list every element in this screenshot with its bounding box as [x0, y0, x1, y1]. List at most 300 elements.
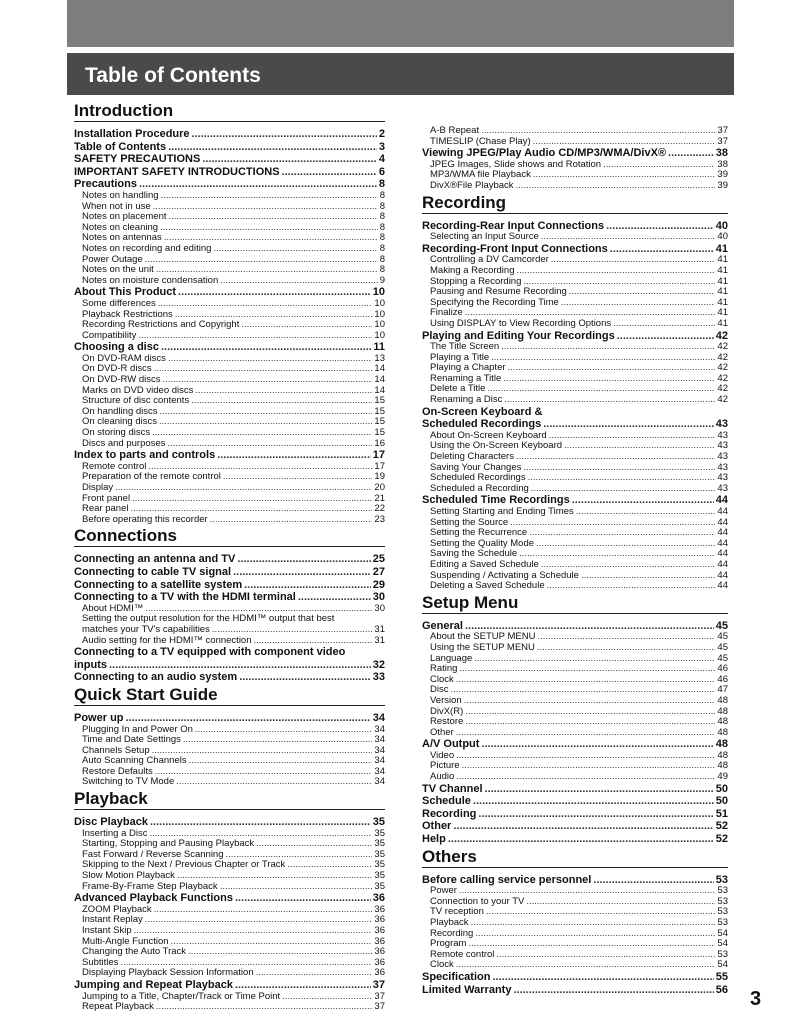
toc-entry-sub[interactable]	[422, 761, 728, 772]
toc-entry-component-video[interactable]: Connecting to a TV equipped with component video inputs ..... 32	[74, 646, 385, 671]
right-column	[422, 126, 728, 996]
toc-entry-sub[interactable]	[74, 407, 385, 418]
toc-entry-sub[interactable]	[422, 277, 728, 288]
toc-entry-sub[interactable]	[422, 308, 728, 319]
toc-entry-label: Playing a Chapter	[430, 363, 506, 374]
toc-entry-sub[interactable]	[422, 654, 728, 665]
toc-entry-sub[interactable]	[74, 191, 385, 202]
toc-entry-label: Power	[430, 886, 457, 897]
leader-dots	[593, 874, 713, 887]
toc-entry-main[interactable]	[74, 341, 385, 354]
toc-entry-sub[interactable]	[74, 483, 385, 494]
leader-dots	[492, 971, 713, 984]
toc-entry-label: On handling discs	[82, 406, 158, 417]
toc-entry-sub[interactable]	[74, 223, 385, 234]
toc-entry-page: 50	[715, 795, 728, 808]
toc-entry-main[interactable]	[74, 816, 385, 829]
toc-entry-sub[interactable]	[422, 907, 728, 918]
leader-dots	[150, 816, 371, 829]
toc-entry-sub[interactable]	[422, 528, 728, 539]
toc-entry-sub[interactable]	[74, 725, 385, 736]
toc-entry-label: Restore	[430, 717, 464, 728]
toc-entry-sub[interactable]	[422, 441, 728, 452]
toc-entry-sub[interactable]	[422, 484, 728, 495]
leader-dots	[175, 310, 373, 321]
leader-dots	[176, 777, 372, 788]
leader-dots	[508, 363, 716, 374]
leader-dots	[668, 147, 714, 160]
toc-entry-sub[interactable]	[74, 276, 385, 287]
toc-entry-main[interactable]	[422, 971, 728, 984]
toc-entry-label: Renaming a Disc	[430, 395, 503, 406]
toc-entry-sub[interactable]	[74, 472, 385, 483]
toc-entry-page: 8	[379, 233, 385, 244]
toc-entry-label: Fast Forward / Reverse Scanning	[82, 849, 224, 860]
toc-entry-sub[interactable]	[74, 1002, 385, 1013]
toc-entry-sub[interactable]	[422, 939, 728, 950]
toc-entry-page: 41	[717, 308, 728, 319]
toc-entry-page: 38	[715, 147, 728, 160]
toc-entry-label: Notes on cleaning	[82, 222, 159, 233]
toc-entry-page: 42	[717, 352, 728, 363]
leader-dots	[473, 795, 714, 808]
connections-list	[74, 553, 385, 614]
toc-entry-sub[interactable]	[422, 549, 728, 560]
toc-entry-sub[interactable]	[422, 560, 728, 571]
toc-entry-page: 27	[372, 565, 385, 578]
toc-entry-label: Picture	[430, 761, 460, 772]
toc-entry-page: 14	[374, 375, 385, 386]
toc-entry-sub[interactable]	[74, 915, 385, 926]
toc-entry-page: 53	[717, 896, 728, 907]
toc-entry-sub[interactable]	[422, 384, 728, 395]
toc-entry-page: 50	[715, 782, 728, 795]
toc-entry-sub[interactable]	[422, 319, 728, 330]
toc-entry-sub[interactable]	[74, 299, 385, 310]
toc-entry-sub[interactable]	[74, 756, 385, 767]
toc-entry-sub[interactable]	[74, 428, 385, 439]
toc-entry-main[interactable]	[74, 128, 385, 141]
toc-entry-sub[interactable]	[74, 992, 385, 1003]
introduction-list	[74, 128, 385, 525]
toc-entry-page: 20	[374, 483, 385, 493]
toc-entry-onscreen-keyboard[interactable]: On-Screen Keyboard & Scheduled Recordings ..... 43	[422, 406, 728, 431]
toc-entry-main[interactable]	[422, 820, 728, 833]
leader-dots	[171, 937, 373, 948]
toc-entry-label: Displaying Playback Session Information	[82, 968, 254, 979]
toc-entry-main[interactable]	[74, 579, 385, 592]
toc-entry-main[interactable]	[74, 449, 385, 462]
leader-dots	[453, 820, 713, 833]
toc-entry-sub[interactable]	[74, 212, 385, 223]
leader-dots	[189, 756, 373, 767]
recording-list	[422, 220, 728, 406]
toc-entry-page: 43	[717, 473, 728, 484]
toc-entry-sub[interactable]	[74, 905, 385, 916]
toc-entry-main[interactable]	[422, 220, 728, 233]
toc-entry-page: 36	[374, 915, 385, 926]
toc-entry-sub[interactable]	[422, 897, 728, 908]
toc-entry-sub[interactable]	[422, 170, 728, 181]
toc-entry-page: 25	[372, 553, 385, 566]
toc-entry-sub[interactable]	[422, 507, 728, 518]
toc-entry-page: 39	[717, 170, 728, 181]
leader-dots	[450, 685, 715, 696]
toc-entry-sub[interactable]	[422, 431, 728, 442]
toc-entry-sub[interactable]	[422, 463, 728, 474]
left-column	[74, 100, 385, 1013]
toc-entry-sub[interactable]	[74, 515, 385, 526]
leader-dots	[456, 728, 716, 739]
toc-entry-sub[interactable]	[74, 871, 385, 882]
toc-entry-sub[interactable]	[422, 395, 728, 406]
toc-entry-sub[interactable]	[74, 233, 385, 244]
leader-dots	[169, 212, 378, 223]
toc-entry-main[interactable]	[422, 147, 728, 160]
toc-entry-sub[interactable]	[422, 717, 728, 728]
leader-dots	[115, 483, 372, 494]
leader-dots	[120, 958, 372, 969]
toc-entry-label: Front panel	[82, 493, 131, 504]
toc-entry-sub[interactable]	[422, 929, 728, 940]
leader-dots	[465, 717, 715, 728]
toc-entry-sub[interactable]	[422, 137, 728, 148]
leader-dots	[491, 353, 715, 364]
toc-entry-sub[interactable]	[422, 696, 728, 707]
toc-entry-label: Using the SETUP MENU	[430, 642, 535, 653]
leader-dots	[282, 166, 377, 179]
leader-dots	[603, 160, 715, 171]
toc-entry-sub[interactable]	[422, 232, 728, 243]
leader-dots	[256, 968, 373, 979]
toc-entry-sub[interactable]	[422, 353, 728, 364]
toc-entry-label: Viewing JPEG/Play Audio CD/MP3/WMA/DivX®	[422, 147, 667, 160]
toc-entry-main[interactable]	[74, 979, 385, 992]
toc-entry-label: Schedule	[422, 795, 471, 808]
toc-entry-label: Connecting to a TV with the HDMI terminal	[74, 591, 296, 604]
toc-entry-sub[interactable]	[74, 396, 385, 407]
toc-entry-label: On DVD-RW discs	[82, 375, 161, 386]
leader-dots	[210, 515, 373, 526]
toc-entry-label: Instant Replay	[82, 915, 143, 926]
leader-dots	[465, 308, 716, 319]
toc-entry-sub[interactable]	[422, 298, 728, 309]
toc-entry-sub[interactable]	[422, 707, 728, 718]
toc-entry-page: 34	[374, 756, 385, 767]
toc-entry-page: 34	[372, 711, 385, 724]
toc-entry-main[interactable]	[74, 712, 385, 725]
toc-entry-page: 41	[717, 265, 728, 276]
setup-menu-list	[422, 620, 728, 846]
toc-entry-page: 8	[379, 201, 385, 212]
toc-entry-page: 49	[717, 772, 728, 783]
page-number: 3	[750, 988, 762, 1010]
toc-entry-label: About On-Screen Keyboard	[430, 430, 547, 441]
toc-entry-label: When not in use	[82, 201, 151, 212]
toc-entry-main[interactable]	[422, 808, 728, 821]
toc-entry-label: TV Channel	[422, 782, 483, 795]
toc-entry-sub[interactable]	[422, 160, 728, 171]
leader-dots	[282, 992, 372, 1003]
toc-entry-main[interactable]	[422, 494, 728, 507]
toc-entry-sub[interactable]	[74, 937, 385, 948]
leader-dots	[456, 751, 715, 762]
toc-entry-sub[interactable]	[74, 850, 385, 861]
toc-entry-label: Playback Restrictions	[82, 309, 173, 320]
leader-dots	[235, 979, 371, 992]
toc-entry-page: 39	[717, 180, 728, 191]
toc-entry-sub[interactable]	[74, 777, 385, 788]
toc-entry-main[interactable]	[74, 153, 385, 166]
toc-entry-page: 16	[374, 438, 385, 449]
toc-entry-label: Setting Starting and Ending Times	[430, 507, 574, 517]
toc-entry-label: Other	[430, 727, 454, 738]
toc-entry-page: 43	[717, 462, 728, 473]
toc-entry-sub[interactable]	[422, 918, 728, 929]
toc-entry-label: Renaming a Title	[430, 373, 502, 384]
toc-entry-sub[interactable]	[422, 181, 728, 192]
leader-dots	[474, 654, 715, 665]
leader-dots	[178, 286, 371, 299]
toc-entry-sub[interactable]	[422, 473, 728, 484]
toc-entry-page: 15	[374, 406, 385, 417]
section-heading-quick-start: Quick Start Guide	[74, 686, 385, 706]
toc-entry-label: Time and Date Settings	[82, 735, 181, 746]
toc-entry-main[interactable]	[422, 833, 728, 846]
toc-entry-page: 43	[717, 430, 728, 441]
toc-entry-sub[interactable]	[74, 417, 385, 428]
toc-entry-sub[interactable]	[74, 354, 385, 365]
toc-entry-sub[interactable]	[422, 571, 728, 582]
toc-entry-label: JPEG Images, Slide shows and Rotation	[430, 159, 602, 170]
leader-dots	[471, 918, 716, 929]
toc-entry-sub[interactable]	[74, 958, 385, 969]
toc-entry-page: 17	[372, 449, 385, 462]
toc-entry-sub[interactable]	[422, 581, 728, 592]
toc-entry-page: 53	[717, 918, 728, 928]
toc-entry-sub[interactable]	[74, 947, 385, 958]
toc-entry-label: SAFETY PRECAUTIONS	[74, 153, 201, 166]
toc-entry-label: Rear panel	[82, 504, 129, 515]
toc-entry-main[interactable]	[422, 795, 728, 808]
toc-entry-page: 14	[374, 364, 385, 375]
toc-entry-page: 15	[374, 396, 385, 407]
toc-entry-sub[interactable]	[74, 202, 385, 213]
leader-dots	[158, 299, 373, 310]
toc-entry-label: Instant Skip	[82, 926, 132, 936]
toc-entry-sub[interactable]	[74, 860, 385, 871]
toc-entry-sub[interactable]	[74, 735, 385, 746]
leader-dots	[152, 746, 373, 757]
leader-dots	[195, 725, 373, 736]
toc-entry-page: 44	[717, 581, 728, 592]
section-heading-recording: Recording	[422, 194, 728, 214]
toc-entry-sub[interactable]	[422, 751, 728, 762]
toc-entry-sub[interactable]	[74, 462, 385, 473]
toc-entry-sub[interactable]	[422, 342, 728, 353]
leader-dots	[160, 223, 378, 234]
toc-entry-page: 53	[717, 886, 728, 897]
toc-entry-sub[interactable]	[422, 126, 728, 137]
toc-entry-sub[interactable]	[422, 960, 728, 971]
toc-entry-sub[interactable]	[74, 767, 385, 778]
leader-dots	[154, 905, 373, 916]
toc-entry-main[interactable]	[74, 553, 385, 566]
leader-dots	[531, 484, 716, 495]
toc-entry-label: Recording	[430, 928, 474, 939]
section-heading-introduction: Introduction	[74, 102, 385, 122]
toc-entry-label: Connecting an antenna and TV	[74, 553, 236, 566]
toc-entry-page: 46	[717, 674, 728, 685]
toc-entry-label: Using DISPLAY to View Recording Options	[430, 318, 612, 329]
toc-entry-sub[interactable]	[74, 926, 385, 937]
toc-entry-label: Controlling a DV Camcorder	[430, 255, 549, 266]
toc-entry-sub[interactable]	[422, 255, 728, 266]
toc-entry-main[interactable]	[74, 286, 385, 299]
toc-entry-sub[interactable]	[74, 265, 385, 276]
toc-entry-sub[interactable]	[422, 675, 728, 686]
toc-entry-page: 34	[374, 724, 385, 735]
toc-entry-main[interactable]	[74, 141, 385, 154]
toc-entry-sub[interactable]	[74, 494, 385, 505]
toc-entry-sub[interactable]	[74, 255, 385, 266]
toc-entry-main[interactable]	[422, 330, 728, 343]
toc-entry-sub[interactable]	[422, 685, 728, 696]
toc-entry-page: 10	[374, 298, 385, 309]
toc-entry-label: Limited Warranty	[422, 983, 512, 996]
toc-entry-sub[interactable]	[74, 882, 385, 893]
toc-entry-main[interactable]	[74, 566, 385, 579]
toc-entry-page: 45	[717, 632, 728, 643]
toc-entry-sub[interactable]	[74, 364, 385, 375]
toc-entry-main[interactable]	[422, 738, 728, 751]
leader-dots	[155, 767, 373, 778]
toc-entry-sub[interactable]	[422, 287, 728, 298]
toc-entry-main[interactable]	[422, 620, 728, 633]
toc-entry-label: Marks on DVD video discs	[82, 385, 194, 396]
toc-entry-label: Plugging In and Power On	[82, 724, 193, 735]
toc-entry-audio-hdmi[interactable]: Audio setting for the HDMI™ connection ..... 31	[74, 636, 385, 647]
toc-entry-sub[interactable]	[422, 643, 728, 654]
toc-entry-sub[interactable]	[74, 331, 385, 342]
toc-entry-sub[interactable]	[422, 950, 728, 961]
toc-entry-sub[interactable]	[74, 320, 385, 331]
toc-entry-sub[interactable]	[422, 886, 728, 897]
toc-entry-main[interactable]	[74, 892, 385, 905]
leader-dots	[202, 153, 377, 166]
toc-entry-sub[interactable]	[74, 504, 385, 515]
toc-entry-sub[interactable]	[422, 772, 728, 783]
toc-entry-sub[interactable]	[422, 266, 728, 277]
toc-entry-sub[interactable]	[74, 386, 385, 397]
toc-entry-label: Recording	[422, 807, 477, 820]
toc-entry-label: Playback	[430, 918, 469, 928]
leader-dots	[504, 395, 715, 406]
toc-entry-label: Recording Restrictions and Copyright	[82, 320, 240, 331]
toc-entry-sub[interactable]	[422, 664, 728, 675]
leader-dots	[183, 735, 373, 746]
toc-entry-label: Specifying the Recording Time	[430, 297, 559, 308]
quick-start-list	[74, 712, 385, 788]
toc-entry-page: 47	[717, 685, 728, 696]
toc-entry-sub[interactable]	[422, 539, 728, 550]
toc-entry-label: Notes on the unit	[82, 265, 154, 276]
toc-entry-label: Scheduled Recordings	[430, 473, 526, 484]
leader-dots	[529, 528, 715, 539]
toc-entry-hdmi-output[interactable]: Setting the output resolution for the HDMI™ output that best matches your TV's capabilities ..... 31	[74, 614, 385, 635]
toc-entry-main[interactable]	[422, 984, 728, 997]
toc-entry-sub[interactable]	[74, 439, 385, 450]
leader-dots	[613, 319, 715, 330]
toc-entry-main[interactable]	[422, 874, 728, 887]
toc-entry-main[interactable]	[74, 166, 385, 179]
toc-entry-label: On DVD-R discs	[82, 364, 152, 375]
toc-entry-label: About HDMI™	[82, 603, 144, 614]
toc-entry-label: Connecting to cable TV signal	[74, 565, 232, 578]
toc-entry-label: Structure of disc contents	[82, 396, 190, 407]
leader-dots	[486, 907, 716, 918]
toc-entry-label: Notes on handling	[82, 190, 159, 201]
toc-entry-page: 6	[378, 165, 385, 178]
toc-entry-label: Installation Procedure	[74, 128, 190, 140]
toc-entry-label: Remote control	[82, 461, 147, 472]
toc-entry-page: 37	[374, 991, 385, 1002]
toc-entry-sub[interactable]	[74, 829, 385, 840]
toc-entry-sub[interactable]	[422, 728, 728, 739]
toc-entry-sub[interactable]	[74, 746, 385, 757]
toc-entry-sub[interactable]	[422, 452, 728, 463]
toc-entry-sub[interactable]	[74, 244, 385, 255]
toc-entry-page: 48	[717, 727, 728, 738]
toc-entry-sub[interactable]	[422, 363, 728, 374]
toc-entry-sub[interactable]	[422, 518, 728, 529]
toc-entry-sub[interactable]	[422, 374, 728, 385]
leader-dots	[459, 886, 715, 897]
leader-dots	[195, 386, 372, 397]
toc-entry-page: 35	[374, 839, 385, 850]
toc-entry-sub[interactable]	[74, 839, 385, 850]
toc-entry-sub[interactable]	[422, 632, 728, 643]
toc-entry-label: DivX®File Playback	[430, 180, 514, 191]
toc-entry-page: 53	[717, 907, 728, 918]
toc-entry-main[interactable]	[422, 243, 728, 256]
toc-entry-sub[interactable]	[74, 310, 385, 321]
toc-entry-page: 45	[715, 619, 728, 632]
leader-dots	[496, 950, 715, 961]
toc-entry-label: Editing a Saved Schedule	[430, 559, 539, 570]
toc-entry-page: 2	[378, 128, 385, 140]
toc-entry-main[interactable]	[74, 591, 385, 604]
toc-entry-main[interactable]	[74, 178, 385, 191]
toc-entry-label: On DVD-RAM discs	[82, 353, 166, 364]
leader-dots	[537, 643, 716, 654]
toc-entry-label: Power Outage	[82, 254, 143, 265]
toc-entry-page: 37	[717, 126, 728, 136]
leader-dots	[153, 202, 378, 213]
toc-entry-audio-system[interactable]: Connecting to an audio system ..... 33	[74, 671, 385, 684]
toc-entry-label: MP3/WMA file Playback	[430, 170, 531, 181]
toc-entry-sub[interactable]	[74, 968, 385, 979]
toc-entry-page: 42	[715, 329, 728, 342]
toc-entry-page: 41	[717, 255, 728, 266]
toc-entry-label: Channels Setup	[82, 745, 150, 756]
toc-entry-label: Jumping and Repeat Playback	[74, 978, 233, 991]
leader-dots	[547, 581, 716, 592]
toc-entry-main[interactable]	[422, 783, 728, 796]
toc-entry-sub[interactable]	[74, 375, 385, 386]
leader-dots	[235, 892, 371, 905]
toc-entry-page: 44	[717, 549, 728, 560]
